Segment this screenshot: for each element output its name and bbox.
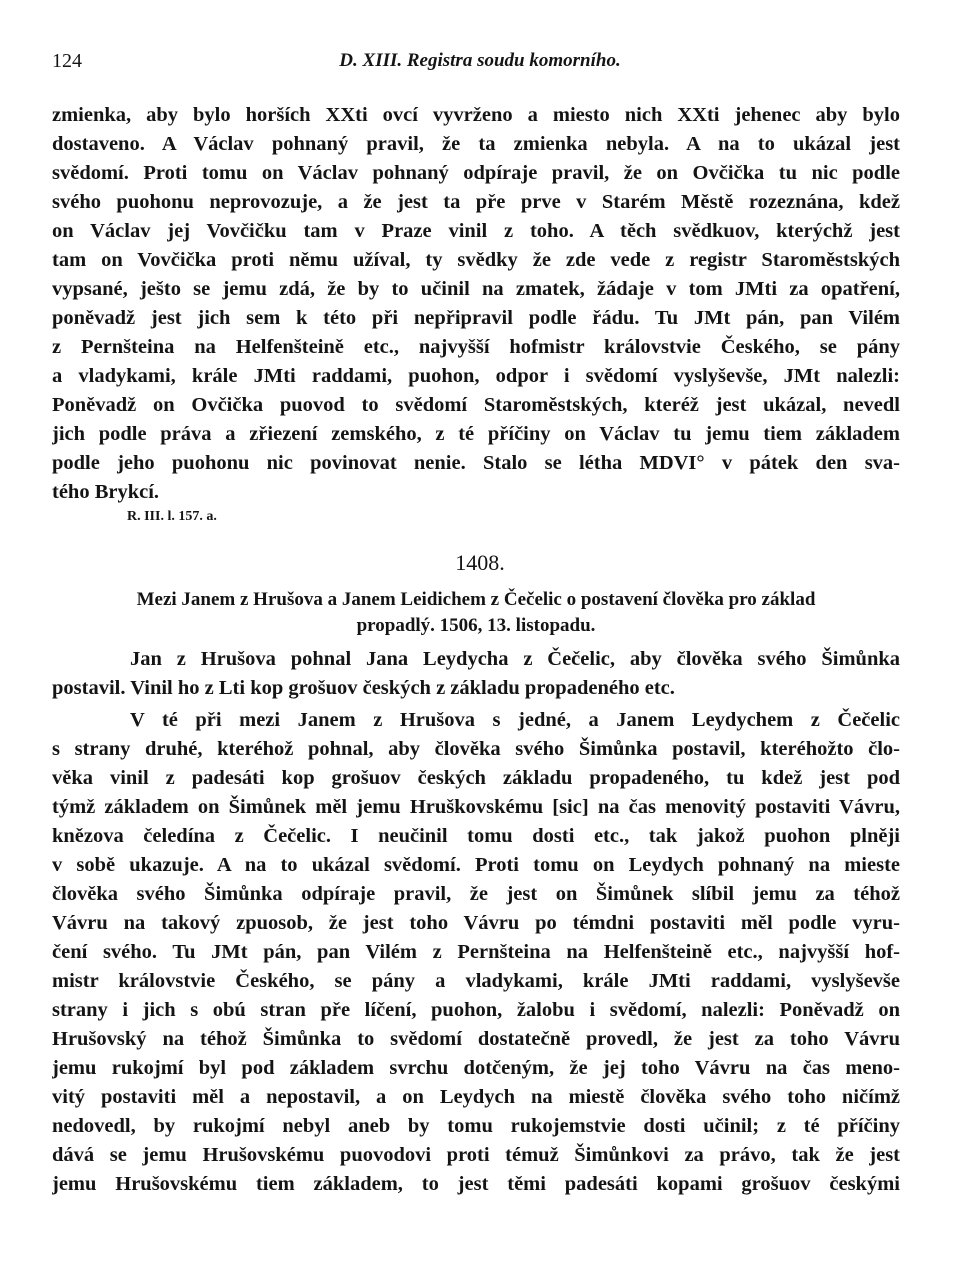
text-line: podle jeho puohonu nic povinovat nenie. Stalo se létha MDVI° v pátek den sva- (52, 452, 900, 474)
text-line: Poněvadž on Ovčička puovod to svědomí Staroměstských, kteréž jest ukázal, nevedl (52, 394, 900, 416)
running-title: D. XIII. Registra soudu komorního. (339, 50, 621, 71)
page-number: 124 (52, 50, 82, 72)
body-line: jemu Hrušovskému tiem základem, to jest těmi padesáti kopami grošuov českými (52, 1173, 900, 1195)
text-line: z Pernšteina na Helfenšteině etc., najvyšší hofmistr královstvie Českého, se pány (52, 336, 900, 358)
summary-line: postavil. Vinil ho z Lti kop grošuov českých z základu propadeného etc. (52, 677, 675, 699)
text-line: dostaveno. A Václav pohnaný pravil, že ta zmienka nebyla. A na to ukázal jest (52, 133, 900, 155)
text-line: poněvadž jest jich sem k této při nepřipravil podle řádu. Tu JMt pán, pan Vilém (52, 307, 900, 329)
body-line: knězova čeledína z Čečelic. I neučinil tomu dosti etc., tak jakož puohon plněji (52, 825, 900, 847)
body-line: nedovedl, by rukojmí nebyl aneb by tomu rukojemstvie dosti učinil; z té příčiny (52, 1115, 900, 1137)
body-line: Hrušovský na téhož Šimůnka to svědomí dostatečně provedl, že jest za toho Vávru (52, 1028, 900, 1050)
entry-number: 1408. (455, 550, 505, 575)
body-line: vitý postaviti měl a nepostavil, a on Leydych na miestě člověka svého toho ničímž (52, 1086, 900, 1108)
entry-heading-line: Mezi Janem z Hrušova a Janem Leidichem z Čečelic o postavení člověka pro základ (136, 589, 816, 610)
text-line: tam on Vovčička proti němu užíval, ty svědky že zde vede z registr Staroměstských (52, 249, 900, 271)
body-line: Vávru na takový zpuosob, že jest toho Vávru po témdni postaviti měl podle vyru- (52, 912, 900, 934)
source-reference: R. III. l. 157. a. (127, 509, 217, 524)
body-line: V té při mezi Janem z Hrušova s jedné, a Janem Leydychem z Čečelic (130, 709, 900, 731)
body-line: věka vinil z padesáti kop grošuov českých základu propadeného, tu kdež jest pod (52, 767, 900, 789)
text-line: svého puohonu neprovozuje, a že jest ta pře prve v Starém Městě rozeznána, kdež (52, 191, 900, 213)
body-line: čení svého. Tu JMt pán, pan Vilém z Pernšteina na Helfenšteině etc., najvyšší hof- (52, 941, 900, 963)
page-header (52, 50, 908, 78)
text-line: zmienka, aby bylo horších XXti ovcí vyvrženo a miesto nich XXti jehenec aby bylo (52, 104, 900, 126)
body-line: týmž základem on Šimůnek měl jemu Hruškovskému [sic] na čas menovitý postaviti Vávru, (52, 796, 900, 818)
body-line: s strany druhé, kteréhož pohnal, aby člověka svého Šimůnka postavil, kteréhožto člo- (52, 738, 900, 760)
text-line: vypsané, ješto se jemu zdá, že by to učinil na zmatek, žádaje v tom JMti za opatření, (52, 278, 900, 300)
text-line: svědomí. Proti tomu on Václav pohnaný odpíraje pravil, že on Ovčička tu nic podle (52, 162, 900, 184)
body-line: strany i jich s obú stran pře líčení, puohon, žalobu i svědomí, nalezli: Poněvadž on (52, 999, 900, 1021)
text-line: a vladykami, krále JMti raddami, puohon, odpor i svědomí vyslyševše, JMt nalezli: (52, 365, 900, 387)
text-line: tého Brykcí. (52, 481, 160, 503)
text-line: jich podle práva a zřiezení zemského, z té příčiny on Václav tu jemu tiem základem (52, 423, 900, 445)
text-line: on Václav jej Vovčičku tam v Praze vinil z toho. A těch svědkuov, kterýchž jest (52, 220, 900, 242)
entry-heading-line: propadlý. 1506, 13. listopadu. (356, 615, 596, 636)
summary-line: Jan z Hrušova pohnal Jana Leydycha z Čečelic, aby člověka svého Šimůnka (130, 648, 900, 670)
body-line: v sobě ukazuje. A na to ukázal svědomí. Proti tomu on Leydych pohnaný na mieste (52, 854, 900, 876)
body-line: jemu rukojmí byl pod základem svrchu dotčeným, že jej toho Vávru na čas meno- (52, 1057, 900, 1079)
body-line: mistr královstvie Českého, se pány a vladykami, krále JMti raddami, vyslyševše (52, 970, 900, 992)
body-line: člověka svého Šimůnka odpíraje pravil, že jest on Šimůnek slíbil jemu za téhož (52, 883, 900, 905)
body-line: dává se jemu Hrušovskému puovodovi proti témuž Šimůnkovi za právo, tak že jest (52, 1144, 900, 1166)
